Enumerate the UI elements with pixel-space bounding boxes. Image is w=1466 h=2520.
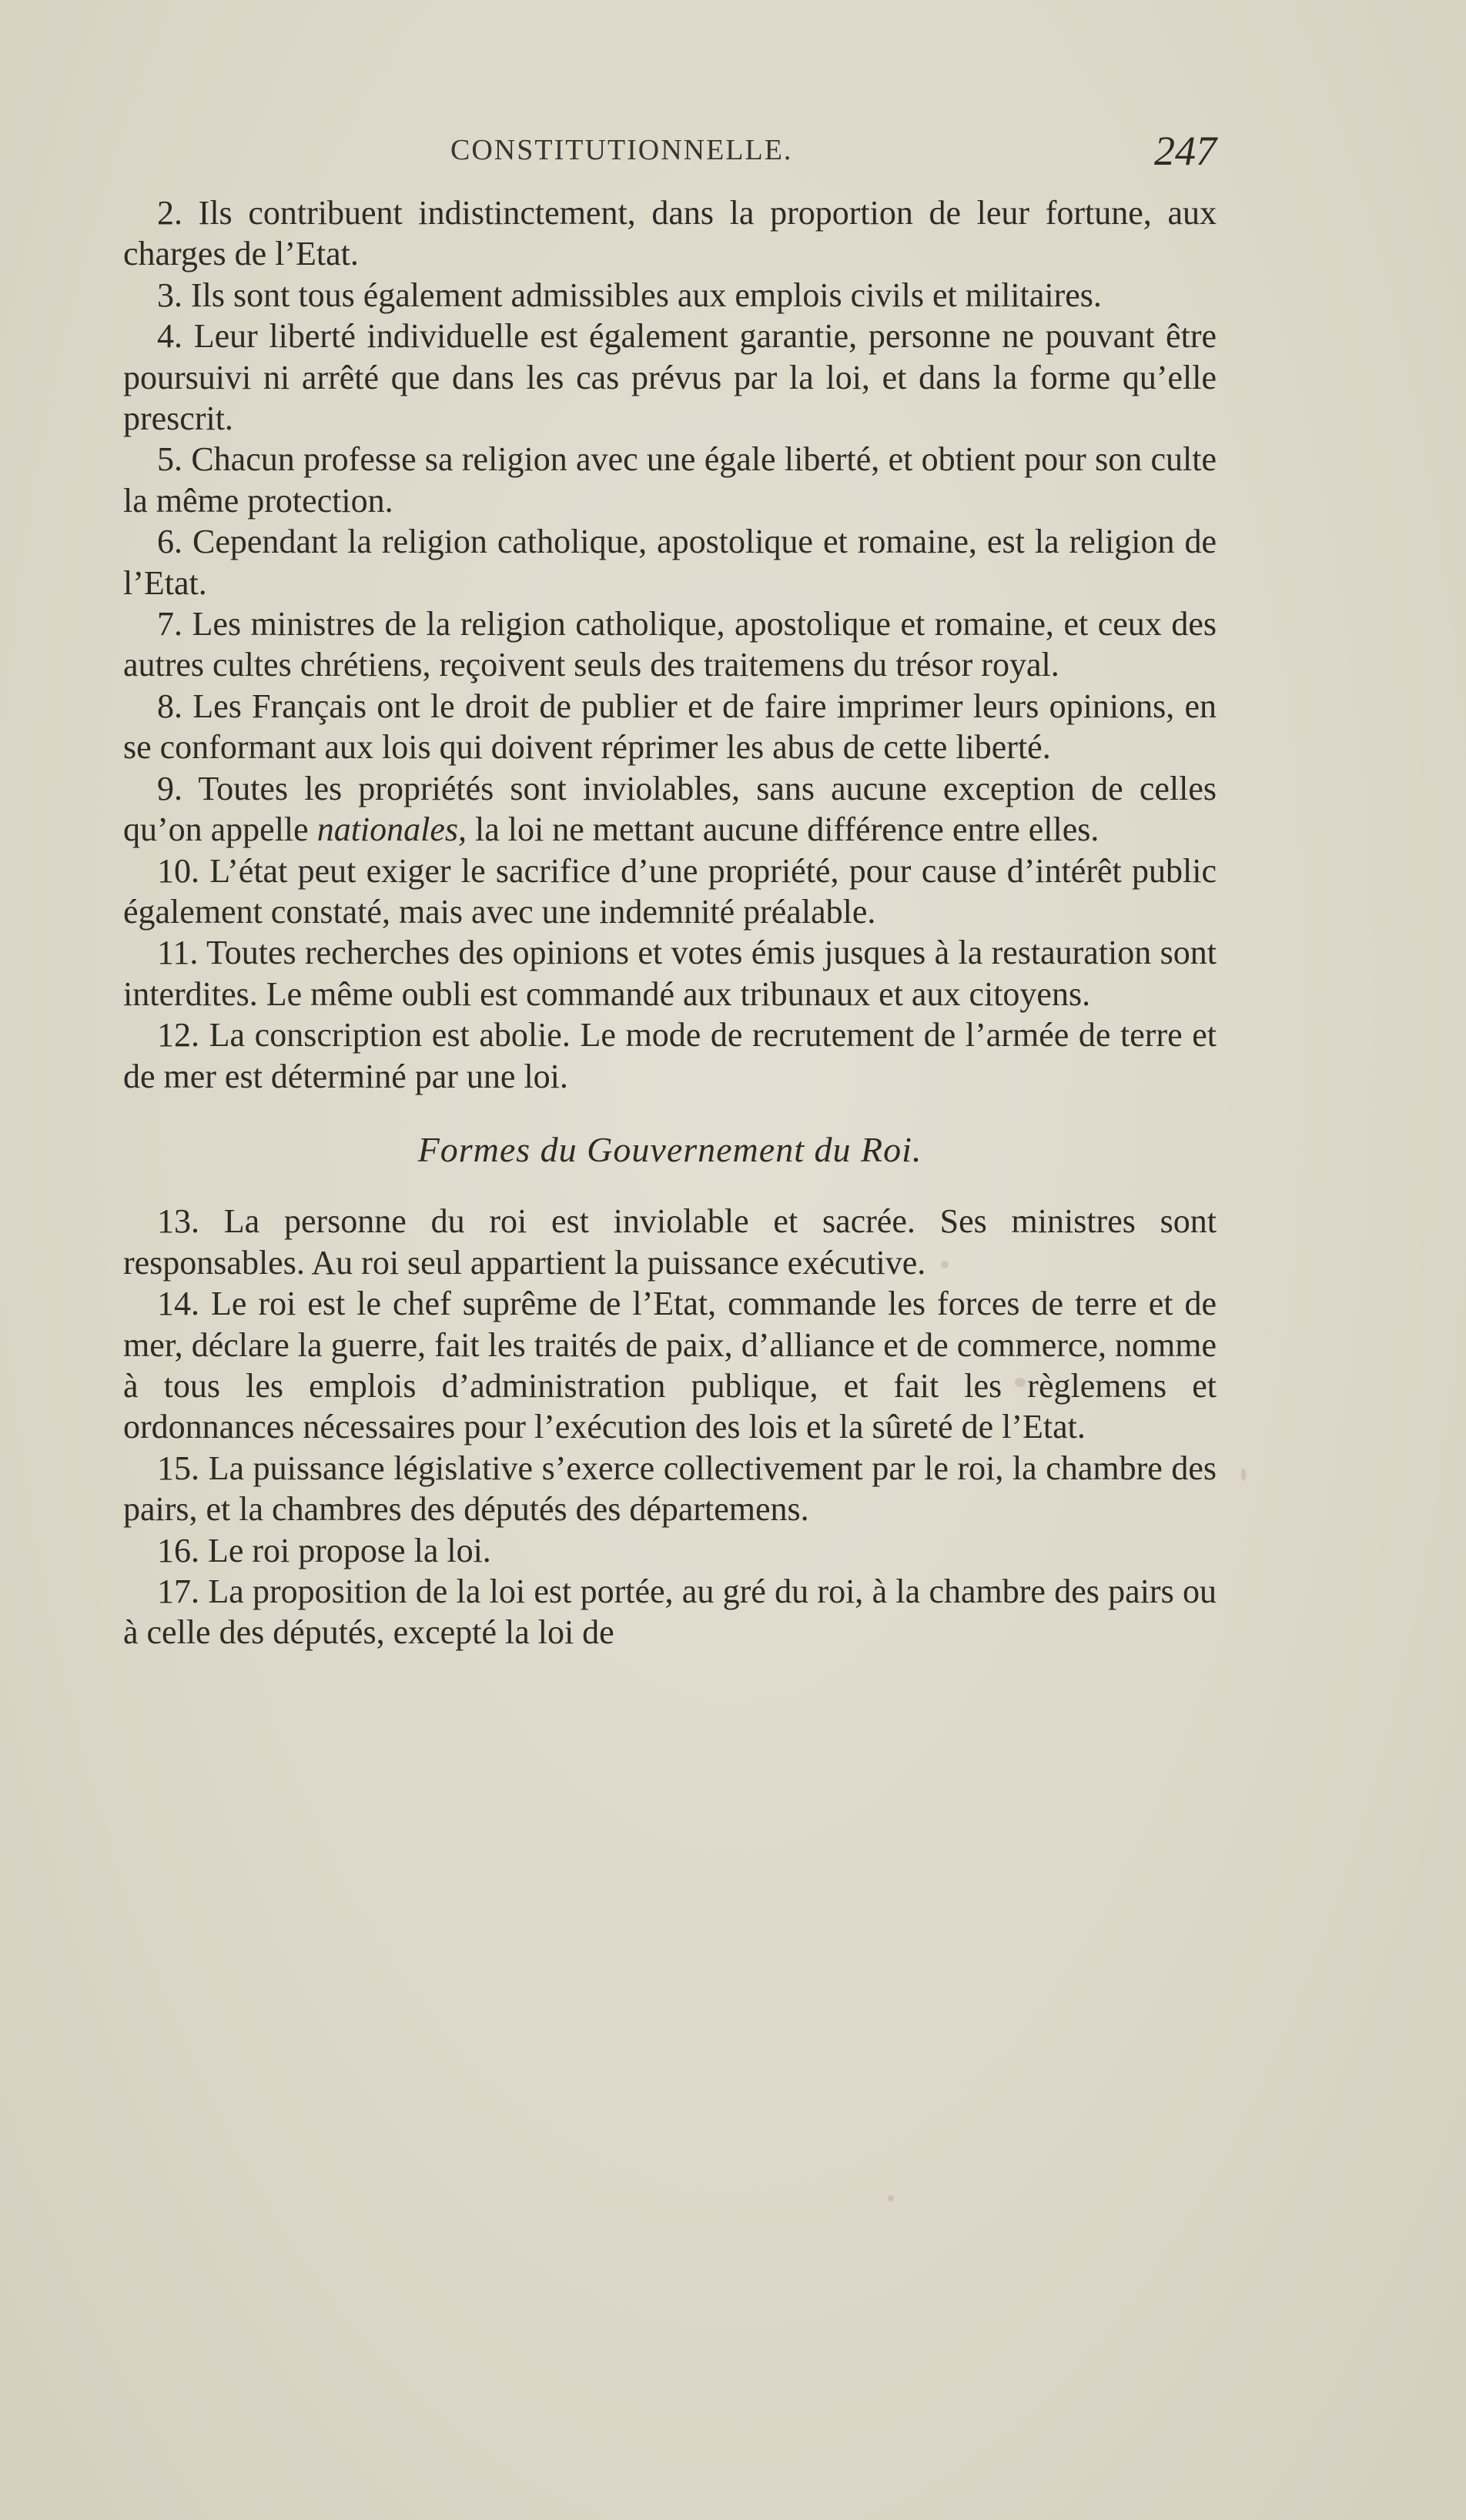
article-number: 3.	[157, 276, 182, 314]
article-text: Le roi est le chef suprême de l’Etat, commande les forces de terre et de mer, déclare la guerre, fait les traités de paix, d’alliance et de commerce, nomme à tous les emplois d’administration publique, et fait les règlemens et ordonnances nécessaires pour l’exécution des lois et la sûreté de l’Etat.	[123, 1285, 1217, 1446]
article-number: 10.	[157, 851, 199, 890]
article-3	[123, 275, 1217, 316]
article-number: 9.	[157, 769, 182, 807]
page-header	[123, 127, 1217, 181]
article-text-after: la loi ne mettant aucune différence entre elles.	[467, 810, 1100, 849]
article-number: 14.	[157, 1285, 199, 1323]
article-number: 4.	[157, 317, 182, 356]
article-8	[123, 686, 1217, 768]
article-number: 13.	[157, 1202, 199, 1241]
article-text: Leur liberté individuelle est également garantie, personne ne pouvant être poursuivi ni arrêté que dans les cas prévus par la loi, et dans la forme qu’elle prescrit.	[123, 317, 1217, 438]
article-text: Ils contribuent indistinctement, dans la proportion de leur fortune, aux charges de l’Etat.	[123, 194, 1217, 273]
foxing-spot	[941, 1261, 949, 1268]
running-title: CONSTITUTIONNELLE.	[450, 134, 793, 166]
article-6	[123, 521, 1217, 603]
article-text: Le roi propose la loi.	[208, 1531, 491, 1569]
article-9	[123, 768, 1217, 851]
article-text: Cependant la religion catholique, apostolique et romaine, est la religion de l’Etat.	[123, 523, 1217, 602]
article-12	[123, 1014, 1217, 1097]
article-text: Les ministres de la religion catholique, apostolique et romaine, et ceux des autres cultes chrétiens, reçoivent seuls des traitemens du trésor royal.	[123, 605, 1217, 684]
article-number: 2.	[157, 194, 182, 232]
article-text-before: Toutes les propriétés sont inviolables, sans aucune exception de celles qu’on appelle	[123, 769, 1217, 849]
article-15	[123, 1448, 1217, 1530]
article-5	[123, 439, 1217, 521]
article-text-italic: nationales,	[316, 810, 467, 849]
article-text: Chacun professe sa religion avec une égale liberté, et obtient pour son culte la même protection.	[123, 440, 1217, 520]
foxing-spot	[888, 2195, 894, 2201]
article-14	[123, 1283, 1217, 1448]
article-number: 11.	[157, 934, 199, 972]
page-number: 247	[1154, 128, 1217, 174]
article-2	[123, 192, 1217, 275]
section-heading: Formes du Gouvernement du Roi.	[417, 1129, 922, 1169]
article-13	[123, 1201, 1217, 1283]
foxing-spot	[1241, 1469, 1246, 1481]
body-text	[123, 192, 1217, 1653]
article-number: 16.	[157, 1531, 199, 1569]
article-text: La proposition de la loi est portée, au gré du roi, à la chambre des pairs ou à celle des députés, excepté la loi de	[123, 1572, 1217, 1652]
article-text: L’état peut exiger le sacrifice d’une propriété, pour cause d’intérêt public également constaté, mais avec une indemnité préalable.	[123, 851, 1217, 931]
article-17	[123, 1571, 1217, 1653]
article-text: Les Français ont le droit de publier et de faire imprimer leurs opinions, en se conformant aux lois qui doivent réprimer les abus de cette liberté.	[123, 687, 1217, 767]
article-number: 8.	[157, 687, 182, 725]
article-text: Toutes recherches des opinions et votes émis jusques à la restauration sont interdites. Le même oubli est commandé aux tribunaux et aux citoyens.	[123, 934, 1217, 1013]
article-text: La personne du roi est inviolable et sacrée. Ses ministres sont responsables. Au roi seul appartient la puissance exécutive.	[123, 1202, 1217, 1282]
article-text: La conscription est abolie. Le mode de recrutement de l’armée de terre et de mer est déterminé par une loi.	[123, 1016, 1217, 1095]
article-number: 17.	[157, 1572, 199, 1610]
article-11	[123, 932, 1217, 1014]
article-number: 5.	[157, 440, 182, 479]
foxing-spot	[1015, 1378, 1026, 1387]
article-7	[123, 603, 1217, 686]
article-text: Ils sont tous également admissibles aux emplois civils et militaires.	[191, 276, 1102, 314]
article-number: 7.	[157, 605, 182, 643]
article-number: 15.	[157, 1449, 199, 1487]
article-number: 12.	[157, 1016, 199, 1054]
article-4	[123, 316, 1217, 439]
article-10	[123, 851, 1217, 933]
article-16	[123, 1530, 1217, 1571]
article-number: 6.	[157, 523, 182, 561]
article-text: La puissance législative s’exerce collectivement par le roi, la chambre des pairs, et la chambres des députés des départemens.	[123, 1449, 1217, 1529]
